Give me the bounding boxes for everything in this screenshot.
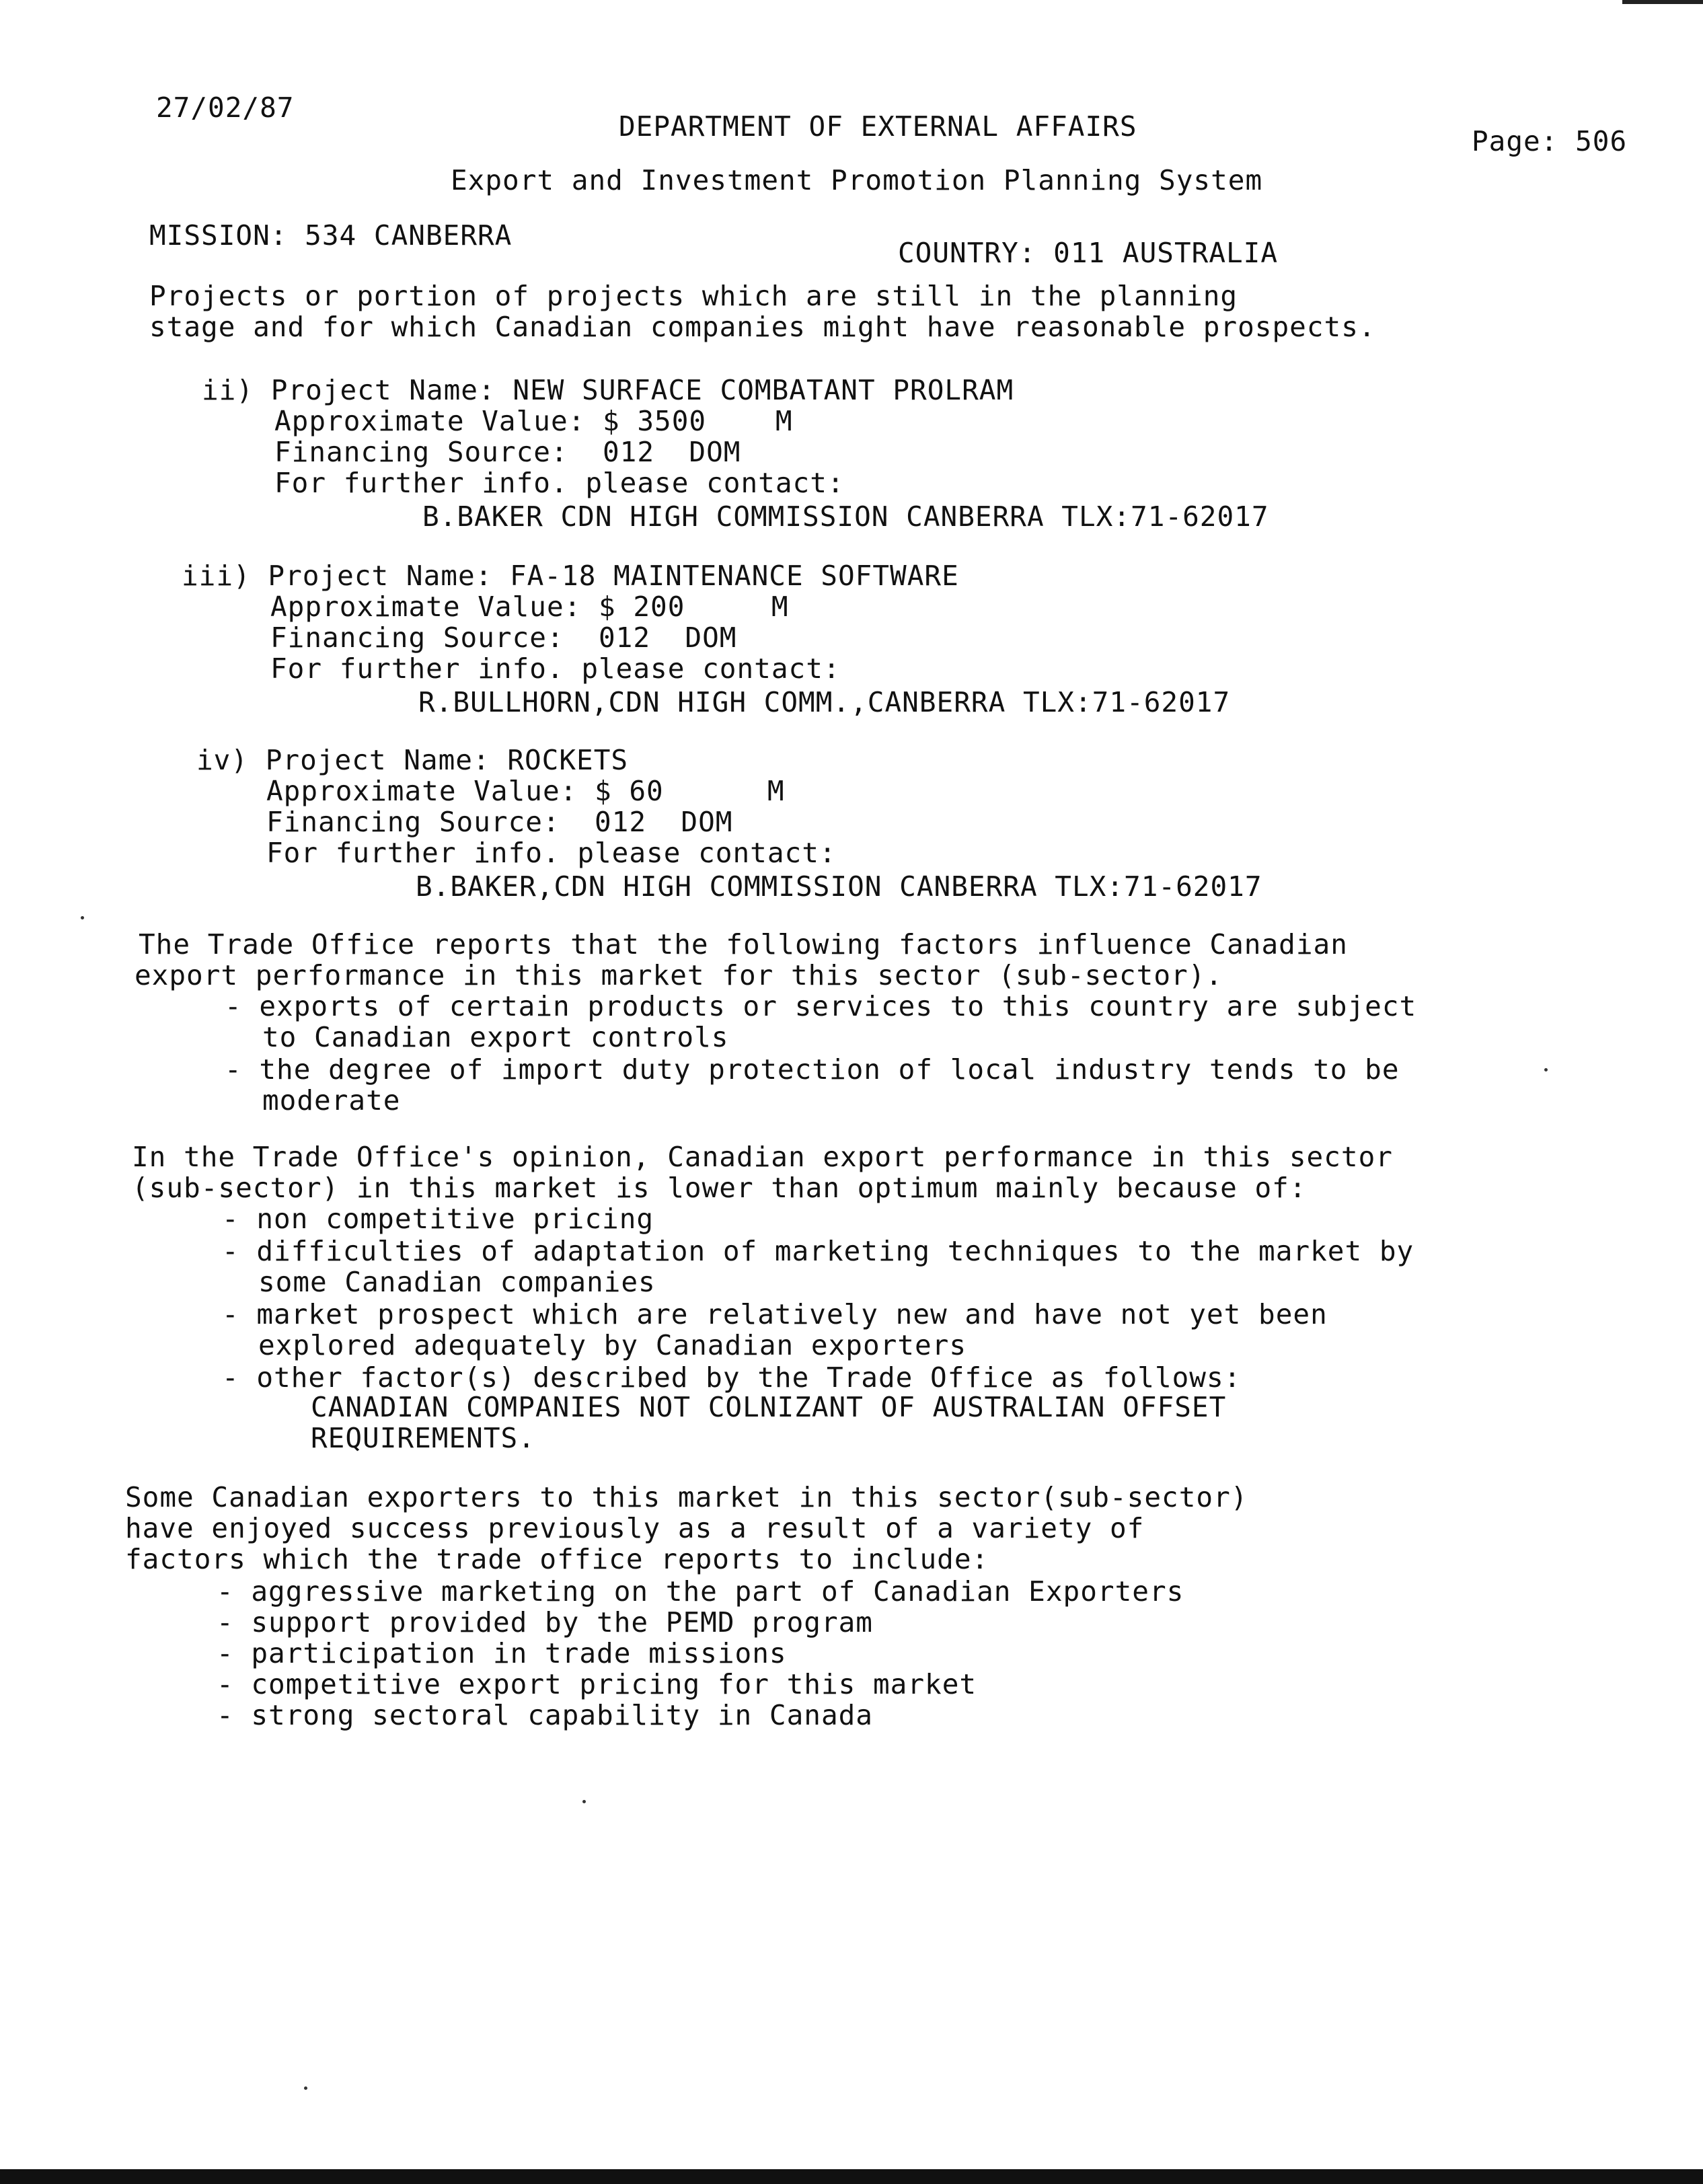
factors-line: The Trade Office reports that the following factors influence Canadian [139,928,1348,961]
opinion-bullet: - non competitive pricing [222,1203,654,1235]
project-value: Approximate Value: $ 60 M [266,775,785,807]
project-contact-label: For further info. please contact: [274,467,845,499]
opinion-bullet: - market prospect which are relatively new and have not yet been [222,1298,1328,1330]
opinion-line: (sub-sector) in this market is lower than optimum mainly because of: [132,1172,1307,1204]
factors-line: moderate [262,1084,401,1117]
project-contact: B.BAKER,CDN HIGH COMMISSION CANBERRA TLX:71-62017 [416,870,1262,903]
opinion-bullet: - other factor(s) described by the Trade Office as follows: [222,1361,1242,1394]
success-bullet: - strong sectoral capability in Canada [217,1699,873,1731]
project-name: iii) Project Name: FA-18 MAINTENANCE SOFTWARE [182,560,959,592]
factors-line: to Canadian export controls [262,1021,729,1053]
project-value: Approximate Value: $ 3500 M [274,405,793,437]
success-bullet: - aggressive marketing on the part of Canadian Exporters [217,1575,1184,1608]
country-label: COUNTRY: 011 AUSTRALIA [898,237,1279,269]
success-bullet: - competitive export pricing for this market [217,1668,977,1700]
factors-bullet: - exports of certain products or services to this country are subject [225,990,1417,1022]
scan-speck [81,916,84,919]
factors-line: export performance in this market for this sector (sub-sector). [135,959,1223,991]
project-contact: R.BULLHORN,CDN HIGH COMM.,CANBERRA TLX:71-62017 [418,686,1231,718]
opinion-bullet: - difficulties of adaptation of marketing techniques to the market by [222,1235,1414,1267]
project-financing: Financing Source: 012 DOM [270,622,737,654]
scan-bottom-edge [0,2169,1703,2184]
project-name: ii) Project Name: NEW SURFACE COMBATANT PROLRAM [202,374,1014,406]
scan-speck [1544,1068,1548,1071]
intro-line: stage and for which Canadian companies might have reasonable prospects. [149,311,1376,343]
success-bullet: - support provided by the PEMD program [217,1606,873,1639]
project-contact-label: For further info. please contact: [270,652,841,685]
department-title: DEPARTMENT OF EXTERNAL AFFAIRS [619,110,1137,143]
mission-label: MISSION: 534 CANBERRA [149,219,513,252]
intro-line: Projects or portion of projects which are still in the planning [149,280,1238,312]
opinion-offset-note: CANADIAN COMPANIES NOT COLNIZANT OF AUSTRALIAN OFFSET [311,1391,1227,1423]
project-financing: Financing Source: 012 DOM [274,436,741,468]
opinion-offset-note: REQUIREMENTS. [311,1422,535,1454]
project-value: Approximate Value: $ 200 M [270,591,789,623]
project-contact-label: For further info. please contact: [266,837,837,869]
project-contact: B.BAKER CDN HIGH COMMISSION CANBERRA TLX:71-62017 [422,500,1269,533]
project-financing: Financing Source: 012 DOM [266,806,733,838]
success-line: have enjoyed success previously as a result of a variety of [125,1512,1145,1544]
system-title: Export and Investment Promotion Planning System [451,164,1263,196]
success-line: Some Canadian exporters to this market in this sector(sub-sector) [125,1481,1248,1513]
opinion-line: some Canadian companies [258,1266,656,1298]
success-bullet: - participation in trade missions [217,1637,787,1669]
success-line: factors which the trade office reports to include: [125,1543,989,1575]
page-number: Page: 506 [1472,125,1628,157]
scan-edge [1622,0,1703,4]
opinion-line: In the Trade Office's opinion, Canadian export performance in this sector [132,1141,1393,1173]
opinion-line: explored adequately by Canadian exporters [258,1329,967,1361]
factors-bullet: - the degree of import duty protection of local industry tends to be [225,1053,1400,1086]
report-date: 27/02/87 [156,91,295,124]
scan-speck [304,2086,307,2090]
project-name: iv) Project Name: ROCKETS [196,744,629,776]
scan-speck [582,1800,586,1803]
